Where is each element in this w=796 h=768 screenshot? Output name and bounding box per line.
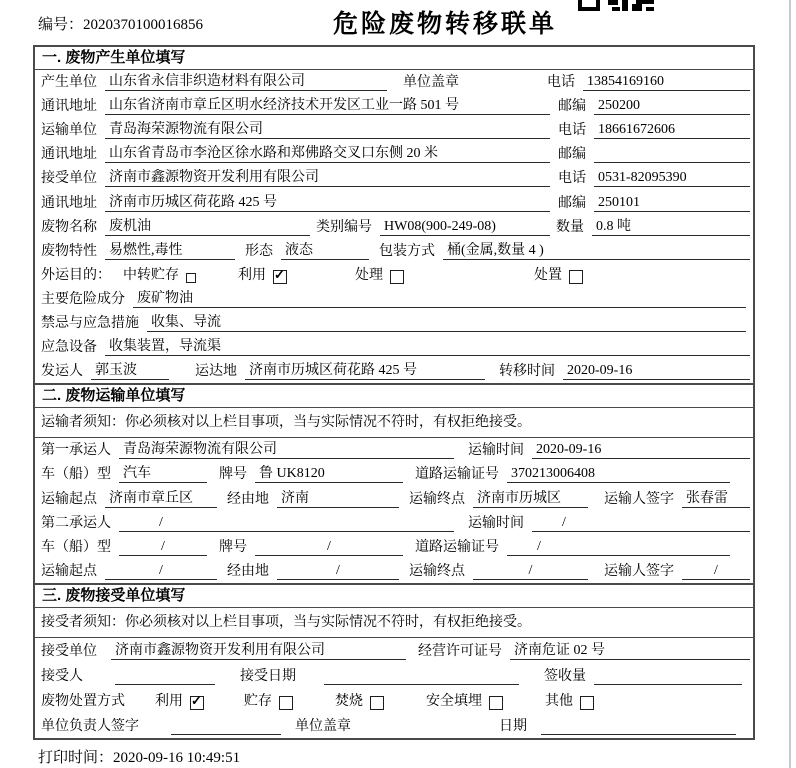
row-producer-address <box>35 94 753 118</box>
zip-label: 邮编 <box>558 147 586 163</box>
checkbox-disposal-storage-icon <box>279 696 293 710</box>
destination-label: 运达地 <box>195 364 237 380</box>
transport-time-label: 运输时间 <box>468 443 524 459</box>
row-receiver-address <box>35 190 753 214</box>
row-transport-unit <box>35 118 753 142</box>
road-permit-value-2: / <box>507 538 730 556</box>
checkbox-disposal-incinerate-icon <box>370 696 384 710</box>
acceptor-label: 接受人 <box>41 668 83 684</box>
phone-label: 电话 <box>547 75 575 91</box>
accept-date-label: 接受日期 <box>240 668 296 684</box>
section-transporter <box>35 383 753 583</box>
route-end-label: 运输终点 <box>409 563 465 579</box>
transporter-notice: 运输者须知：你必须核对以上栏目事项，当与实际情况不符时，有权拒绝接受。 <box>35 408 753 438</box>
destination-value: 济南市历城区荷花路 425 号 <box>245 362 485 380</box>
receiver-zip-value: 250101 <box>594 194 750 212</box>
receiver-address-value: 济南市历城区荷花路 425 号 <box>105 194 550 212</box>
carrier-sign-label: 运输人签字 <box>604 563 674 579</box>
transport-time-label: 运输时间 <box>468 515 524 531</box>
dispatcher-value: 郭玉波 <box>91 362 169 380</box>
row-receiver-unit <box>35 166 753 190</box>
section1-heading: 一. 废物产生单位填写 <box>35 47 753 70</box>
received-qty-label: 签收量 <box>544 668 586 684</box>
checkbox-transfer-storage-icon <box>186 273 196 283</box>
row-hazard-components <box>35 287 753 311</box>
checkbox-disposal-utilize-icon <box>190 696 204 710</box>
route-origin-value: 济南市章丘区 <box>105 490 217 508</box>
row-dispatch <box>35 359 753 383</box>
document-number-label: 编号： <box>38 17 84 33</box>
second-carrier-time-value: / <box>532 514 750 532</box>
waste-form-value: 液态 <box>281 242 369 260</box>
row-route-1 <box>35 486 753 510</box>
unit-seal-label: 单位盖章 <box>403 75 459 91</box>
vehicle-type-value-2: / <box>119 538 207 556</box>
plate-value-2: / <box>255 538 403 556</box>
accepting-unit-value: 济南市鑫源物资开发利用有限公司 <box>111 642 406 660</box>
receiver-unit-value: 济南市鑫源物资开发利用有限公司 <box>105 169 550 187</box>
first-carrier-time-value: 2020-09-16 <box>532 441 750 459</box>
phone-label: 电话 <box>558 123 586 139</box>
waste-name-value: 废机油 <box>105 218 310 236</box>
page-edge-divider <box>789 0 791 768</box>
waste-traits-label: 废物特性 <box>41 243 97 259</box>
producer-unit-label: 产生单位 <box>41 75 97 91</box>
producer-address-value: 山东省济南市章丘区明水经济技术开发区工业一路 501 号 <box>105 97 550 115</box>
print-time <box>38 746 240 767</box>
transport-unit-value: 青岛海荣源物流有限公司 <box>105 121 550 139</box>
option-label-other: 其他 <box>545 693 573 709</box>
accepting-unit-label: 接受单位 <box>41 643 97 659</box>
page-title: 危险废物转移联单 <box>333 10 558 38</box>
section-producer <box>35 47 753 383</box>
carrier-sign-label: 运输人签字 <box>604 491 674 507</box>
waste-qty-label: 数量 <box>556 219 584 235</box>
waste-code-label: 类别编号 <box>316 219 372 235</box>
signoff-date-value <box>541 717 736 735</box>
row-producer-unit <box>35 70 753 94</box>
route-via-value-2: / <box>277 562 399 580</box>
transfer-purpose-label: 外运目的： <box>41 267 111 283</box>
row-waste-traits <box>35 239 753 263</box>
address-label: 通讯地址 <box>41 195 97 211</box>
vehicle-type-label: 车（船）型 <box>41 539 111 555</box>
route-via-label: 经由地 <box>227 563 269 579</box>
plate-value: 鲁 UK8120 <box>255 465 403 483</box>
carrier-sign-value: 张春雷 <box>682 490 750 508</box>
dispatcher-label: 发运人 <box>41 364 83 380</box>
checkbox-disposal-landfill-icon <box>489 696 503 710</box>
taboo-measures-value: 收集、导流 <box>147 314 746 332</box>
hazard-components-label: 主要危险成分 <box>41 291 125 307</box>
row-acceptor <box>35 663 753 688</box>
waste-name-label: 废物名称 <box>41 219 97 235</box>
transfer-time-value: 2020-09-16 <box>563 362 750 380</box>
plate-label: 牌号 <box>219 467 247 483</box>
transfer-time-label: 转移时间 <box>499 364 555 380</box>
route-end-label: 运输终点 <box>409 491 465 507</box>
row-vehicle-2 <box>35 535 753 559</box>
option-label-treat: 处理 <box>355 267 383 283</box>
document-number-value: 2020370100016856 <box>83 17 204 33</box>
route-origin-value-2: / <box>105 562 217 580</box>
row-signoff <box>35 713 753 738</box>
vehicle-type-label: 车（船）型 <box>41 467 111 483</box>
route-end-value-2: / <box>473 562 588 580</box>
row-second-carrier <box>35 511 753 535</box>
responsible-sign-label: 单位负责人签字 <box>41 718 139 734</box>
receiver-unit-label: 接受单位 <box>41 171 97 187</box>
section-receiver <box>35 583 753 738</box>
route-via-label: 经由地 <box>227 491 269 507</box>
qr-code-fragment-icon <box>578 0 654 11</box>
row-emergency-equipment <box>35 335 753 359</box>
first-carrier-label: 第一承运人 <box>41 443 111 459</box>
business-permit-value: 济南危证 02 号 <box>510 642 750 660</box>
option-label-utilize: 利用 <box>155 693 183 709</box>
option-label-dispose: 处置 <box>534 267 562 283</box>
row-route-2 <box>35 559 753 583</box>
accept-date-value <box>324 667 519 685</box>
print-time-value: 2020-09-16 10:49:51 <box>113 750 241 766</box>
received-qty-value <box>594 667 742 685</box>
unit-seal-label: 单位盖章 <box>295 718 351 734</box>
responsible-sign-value <box>171 717 281 735</box>
row-taboo-measures <box>35 311 753 335</box>
checkbox-treat-icon <box>390 270 404 284</box>
transport-address-value: 山东省青岛市李沧区徐水路和郑佛路交叉口东侧 20 米 <box>105 145 550 163</box>
option-label-landfill: 安全填埋 <box>426 693 482 709</box>
road-permit-label: 道路运输证号 <box>415 467 499 483</box>
zip-label: 邮编 <box>558 195 586 211</box>
address-label: 通讯地址 <box>41 147 97 163</box>
section3-heading: 三. 废物接受单位填写 <box>35 585 753 608</box>
vehicle-type-value: 汽车 <box>119 465 207 483</box>
second-carrier-value: / <box>119 514 454 532</box>
document-number <box>38 13 203 34</box>
option-label-storage: 贮存 <box>244 693 272 709</box>
producer-phone-value: 13854169160 <box>583 73 750 91</box>
phone-label: 电话 <box>558 171 586 187</box>
road-permit-value: 370213006408 <box>507 465 730 483</box>
disposal-method-label: 废物处置方式 <box>41 693 125 709</box>
row-first-carrier <box>35 438 753 462</box>
option-label-transfer-storage: 中转贮存 <box>123 267 179 283</box>
zip-label: 邮编 <box>558 99 586 115</box>
address-label: 通讯地址 <box>41 99 97 115</box>
print-time-label: 打印时间： <box>38 750 114 766</box>
waste-qty-value: 0.8 吨 <box>592 218 750 236</box>
row-transfer-purpose <box>35 263 753 287</box>
transport-phone-value: 18661672606 <box>594 121 750 139</box>
business-permit-label: 经营许可证号 <box>418 643 502 659</box>
waste-traits-value: 易燃性,毒性 <box>105 242 235 260</box>
route-via-value: 济南 <box>277 490 399 508</box>
plate-label: 牌号 <box>219 539 247 555</box>
option-label-utilize: 利用 <box>238 267 266 283</box>
waste-code-value: HW08(900-249-08) <box>380 218 550 236</box>
packaging-label: 包装方式 <box>379 243 435 259</box>
emergency-equipment-label: 应急设备 <box>41 340 97 356</box>
taboo-measures-label: 禁忌与应急措施 <box>41 316 139 332</box>
row-vehicle-1 <box>35 462 753 486</box>
waste-form-label: 形态 <box>245 243 273 259</box>
route-origin-label: 运输起点 <box>41 491 97 507</box>
option-label-incinerate: 焚烧 <box>335 693 363 709</box>
row-waste-name <box>35 215 753 239</box>
transport-unit-label: 运输单位 <box>41 123 97 139</box>
receiver-phone-value: 0531-82095390 <box>594 169 750 187</box>
route-origin-label: 运输起点 <box>41 563 97 579</box>
acceptor-value <box>115 667 215 685</box>
producer-unit-value: 山东省永信非织造材料有限公司 <box>105 73 387 91</box>
first-carrier-value: 青岛海荣源物流有限公司 <box>119 441 454 459</box>
carrier-sign-value-2: / <box>682 562 750 580</box>
checkbox-disposal-other-icon <box>580 696 594 710</box>
date-label: 日期 <box>499 718 527 734</box>
road-permit-label: 道路运输证号 <box>415 539 499 555</box>
packaging-value: 桶(金属,数量 4 ) <box>443 242 750 260</box>
emergency-equipment-value: 收集装置，导流渠 <box>105 338 750 356</box>
row-accepting-unit <box>35 638 753 663</box>
row-disposal-method <box>35 688 753 713</box>
producer-zip-value: 250200 <box>594 97 750 115</box>
section2-heading: 二. 废物运输单位填写 <box>35 385 753 408</box>
receiver-notice: 接受者须知：你必须核对以上栏目事项，当与实际情况不符时，有权拒绝接受。 <box>35 608 753 638</box>
second-carrier-label: 第二承运人 <box>41 515 111 531</box>
hazard-components-value: 废矿物油 <box>133 290 746 308</box>
manifest-table <box>33 45 755 740</box>
checkbox-dispose-icon <box>569 270 583 284</box>
route-end-value: 济南市历城区 <box>473 490 588 508</box>
transport-zip-value <box>594 145 750 163</box>
row-transport-address <box>35 142 753 166</box>
checkbox-utilize-icon <box>273 270 287 284</box>
